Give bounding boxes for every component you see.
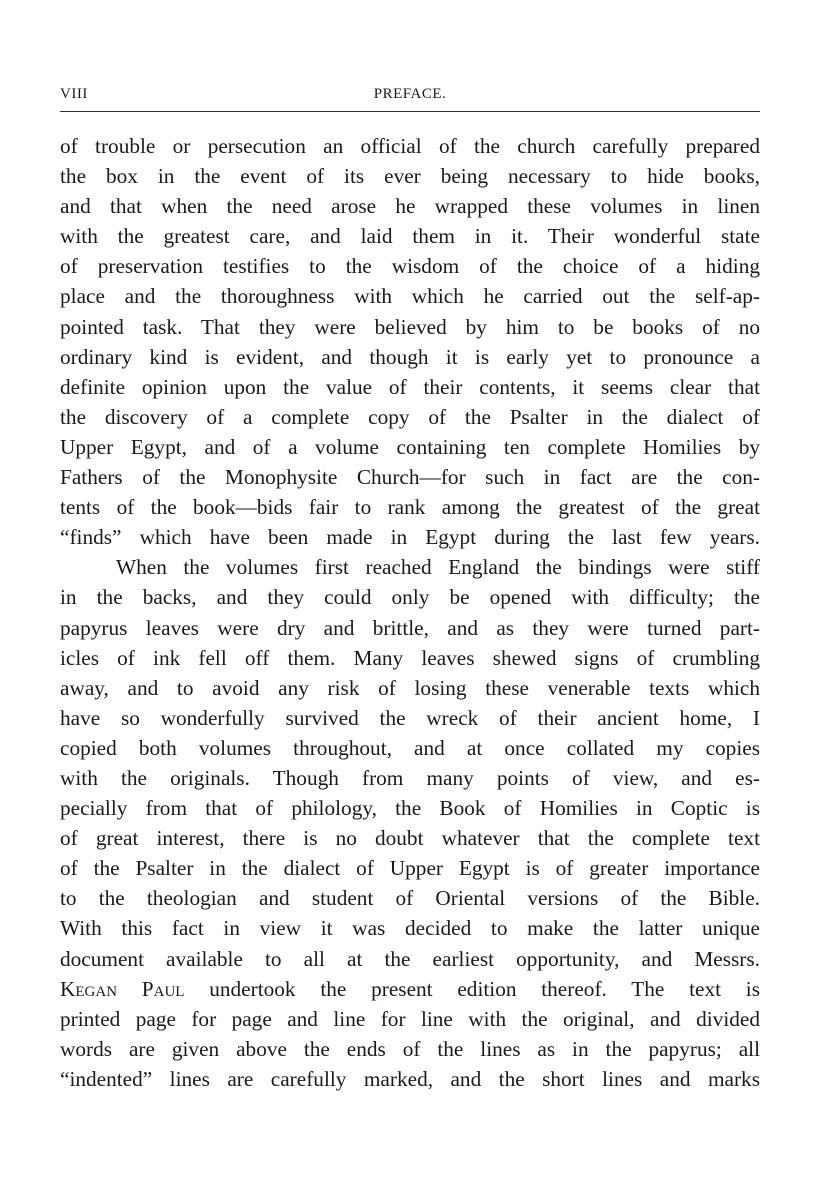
text-line: printed page for page and line for line with the original, and divided (60, 1006, 760, 1031)
text-line: in the backs, and they could only be opened with difficulty; the (60, 585, 760, 610)
text-line: ordinary kind is evident, and though it is early yet to pronounce a (60, 344, 760, 369)
text-line: the box in the event of its ever being necessary to hide books, (60, 164, 760, 189)
body-text (60, 131, 760, 1094)
text-line: “finds” which have been made in Egypt during the last few years. (60, 525, 760, 550)
text-line: with the originals. Though from many points of view, and es- (60, 765, 760, 790)
text-line: place and the thoroughness with which he carried out the self-ap- (60, 284, 760, 309)
text-line: the discovery of a complete copy of the Psalter in the dialect of (60, 404, 760, 429)
text-line-rest: undertook the present edition thereof. The text is (184, 976, 760, 1001)
text-line: pecially from that of philology, the Book of Homilies in Coptic is (60, 796, 760, 821)
paragraph-start-line: When the volumes first reached England the bindings were stiff (116, 555, 760, 580)
text-line: away, and to avoid any risk of losing these venerable texts which (60, 675, 760, 700)
header-rule (60, 111, 760, 112)
text-line: with the greatest care, and laid them in it. Their wonderful state (60, 224, 760, 249)
text-line: Upper Egypt, and of a volume containing ten complete Homilies by (60, 434, 760, 459)
text-line: of the Psalter in the dialect of Upper Egypt is of greater importance (60, 856, 760, 881)
text-line: With this fact in view it was decided to make the latter unique (60, 916, 760, 941)
text-line: document available to all at the earliest opportunity, and Messrs. (60, 946, 760, 971)
text-line: to the theologian and student of Oriental versions of the Bible. (60, 886, 760, 911)
text-line: papyrus leaves were dry and brittle, and as they were turned part- (60, 615, 760, 640)
text-line: definite opinion upon the value of their contents, it seems clear that (60, 374, 760, 399)
text-line: of great interest, there is no doubt whatever that the complete text (60, 826, 760, 851)
text-line: of preservation testifies to the wisdom of the choice of a hiding (60, 254, 760, 279)
page-number: VIII (60, 86, 88, 102)
text-line: have so wonderfully survived the wreck of their ancient home, I (60, 705, 760, 730)
text-line: pointed task. That they were believed by him to be books of no (60, 314, 760, 339)
running-header (60, 86, 760, 110)
text-line: words are given above the ends of the lines as in the papyrus; all (60, 1036, 760, 1061)
text-line: tents of the book—bids fair to rank among the greatest of the great (60, 495, 760, 520)
running-title: PREFACE. (373, 86, 447, 102)
text-line (60, 974, 760, 1004)
text-line: Fathers of the Monophysite Church—for such in fact are the con- (60, 465, 760, 490)
text-line: “indented” lines are carefully marked, and the short lines and marks (60, 1066, 760, 1091)
text-line: of trouble or persecution an official of the church carefully prepared (60, 134, 760, 158)
text-line: copied both volumes throughout, and at once collated my copies (60, 735, 760, 760)
text-line: icles of ink fell off them. Many leaves shewed signs of crumbling (60, 645, 760, 670)
publisher-name: Kegan Paul (60, 976, 185, 1001)
text-line: and that when the need arose he wrapped these volumes in linen (60, 194, 760, 219)
